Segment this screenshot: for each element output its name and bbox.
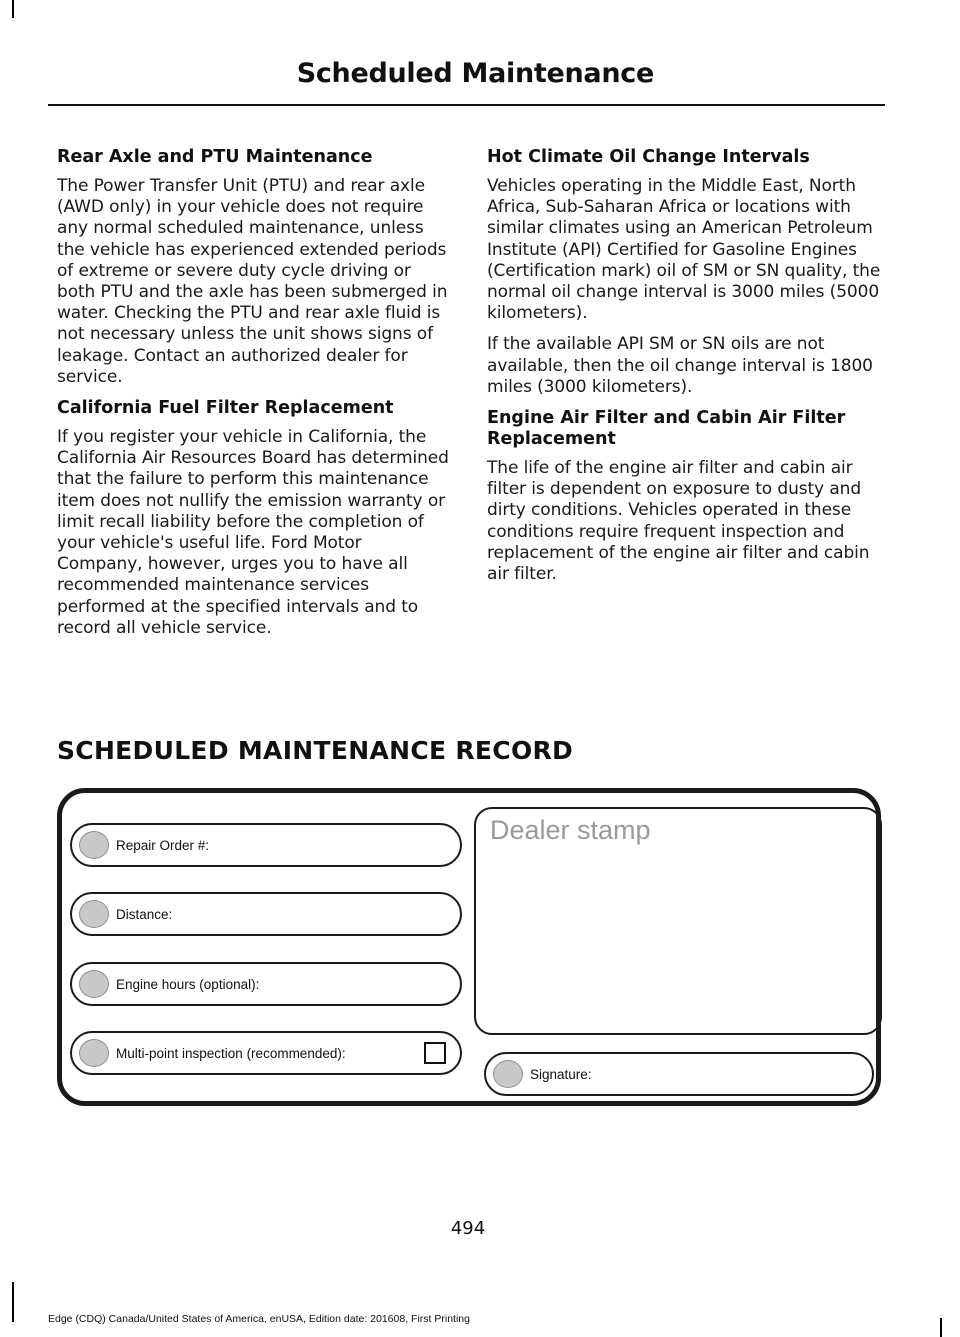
crop-mark-bottom-left [12, 1282, 14, 1322]
footer-text: Edge (CDQ) Canada/United States of America, enUSA, Edition date: 201608, First Printing [48, 1313, 470, 1325]
rear-axle-heading: Rear Axle and PTU Maintenance [57, 147, 373, 167]
signature-label: Signature: [530, 1067, 592, 1082]
signature-field[interactable] [484, 1052, 874, 1096]
dealer-stamp-box [474, 807, 882, 1035]
inspection-field[interactable] [70, 1031, 462, 1075]
bullet-dot-icon [493, 1060, 523, 1088]
distance-field[interactable] [70, 892, 462, 936]
california-heading: California Fuel Filter Replacement [57, 398, 394, 419]
hot-climate-paragraph: Vehicles operating in the Middle East, North Africa, Sub-Saharan Africa or locations with similar climates using an American Petroleum Institute (API) Certified for Gasoline Engines (Certification mark) oil of SM or SN quality, the normal oil change interval is 3000 miles (5000 kilometers). [487, 176, 881, 324]
page-header-title: Scheduled Maintenance [296, 58, 654, 89]
bullet-dot-icon [79, 1039, 109, 1067]
rear-axle-paragraph: The Power Transfer Unit (PTU) and rear axle (AWD only) in your vehicle does not require any normal scheduled maintenance, unless the vehicle has experienced extended periods of extreme or severe duty cycle driving or both PTU and the axle has been submerged in water. Checking the PTU and rear axle fluid is not necessary unless the unit shows signs of leakage. Contact an authorized dealer for service. [57, 176, 448, 387]
maintenance-record-title: SCHEDULED MAINTENANCE RECORD [57, 736, 574, 765]
maintenance-record-form [57, 788, 881, 1106]
bullet-dot-icon [79, 900, 109, 928]
inspection-label: Multi-point inspection (recommended): [116, 1046, 346, 1061]
air-filter-paragraph: The life of the engine air filter and cabin air filter is dependent on exposure to dusty and dirty conditions. Vehicles operated in these conditions require frequent inspection and replacement of the engine air filter and cabin air filter. [487, 458, 870, 585]
dealer-stamp-label: Dealer stamp [490, 815, 651, 845]
header-rule [48, 104, 885, 106]
repair-order-field[interactable] [70, 823, 462, 867]
bullet-dot-icon [79, 970, 109, 998]
air-filter-heading: Engine Air Filter and Cabin Air Filter Replacement [487, 408, 846, 450]
left-column [57, 147, 452, 649]
distance-label: Distance: [116, 907, 173, 922]
hot-climate-heading: Hot Climate Oil Change Intervals [487, 147, 810, 167]
bullet-dot-icon [79, 831, 109, 859]
right-column [487, 147, 882, 595]
inspection-checkbox[interactable] [424, 1042, 446, 1064]
engine-hours-field[interactable] [70, 962, 462, 1006]
page-number: 494 [450, 1218, 486, 1239]
engine-hours-label: Engine hours (optional): [116, 977, 260, 992]
hot-climate-paragraph-2: If the available API SM or SN oils are not available, then the oil change interval is 1800 miles (3000 kilometers). [487, 334, 873, 397]
repair-order-label: Repair Order #: [116, 838, 210, 853]
crop-mark-bottom-right [940, 1318, 942, 1337]
crop-mark-top-left [12, 0, 14, 18]
california-paragraph: If you register your vehicle in California, the California Air Resources Board has determined that the failure to perform this maintenance item does not nullify the emission warranty or limit recall liability before the completion of your vehicle's useful life. Ford Motor Company, however, urges you to have all recommended maintenance services performed at the specified intervals and to record all vehicle service. [57, 427, 449, 638]
